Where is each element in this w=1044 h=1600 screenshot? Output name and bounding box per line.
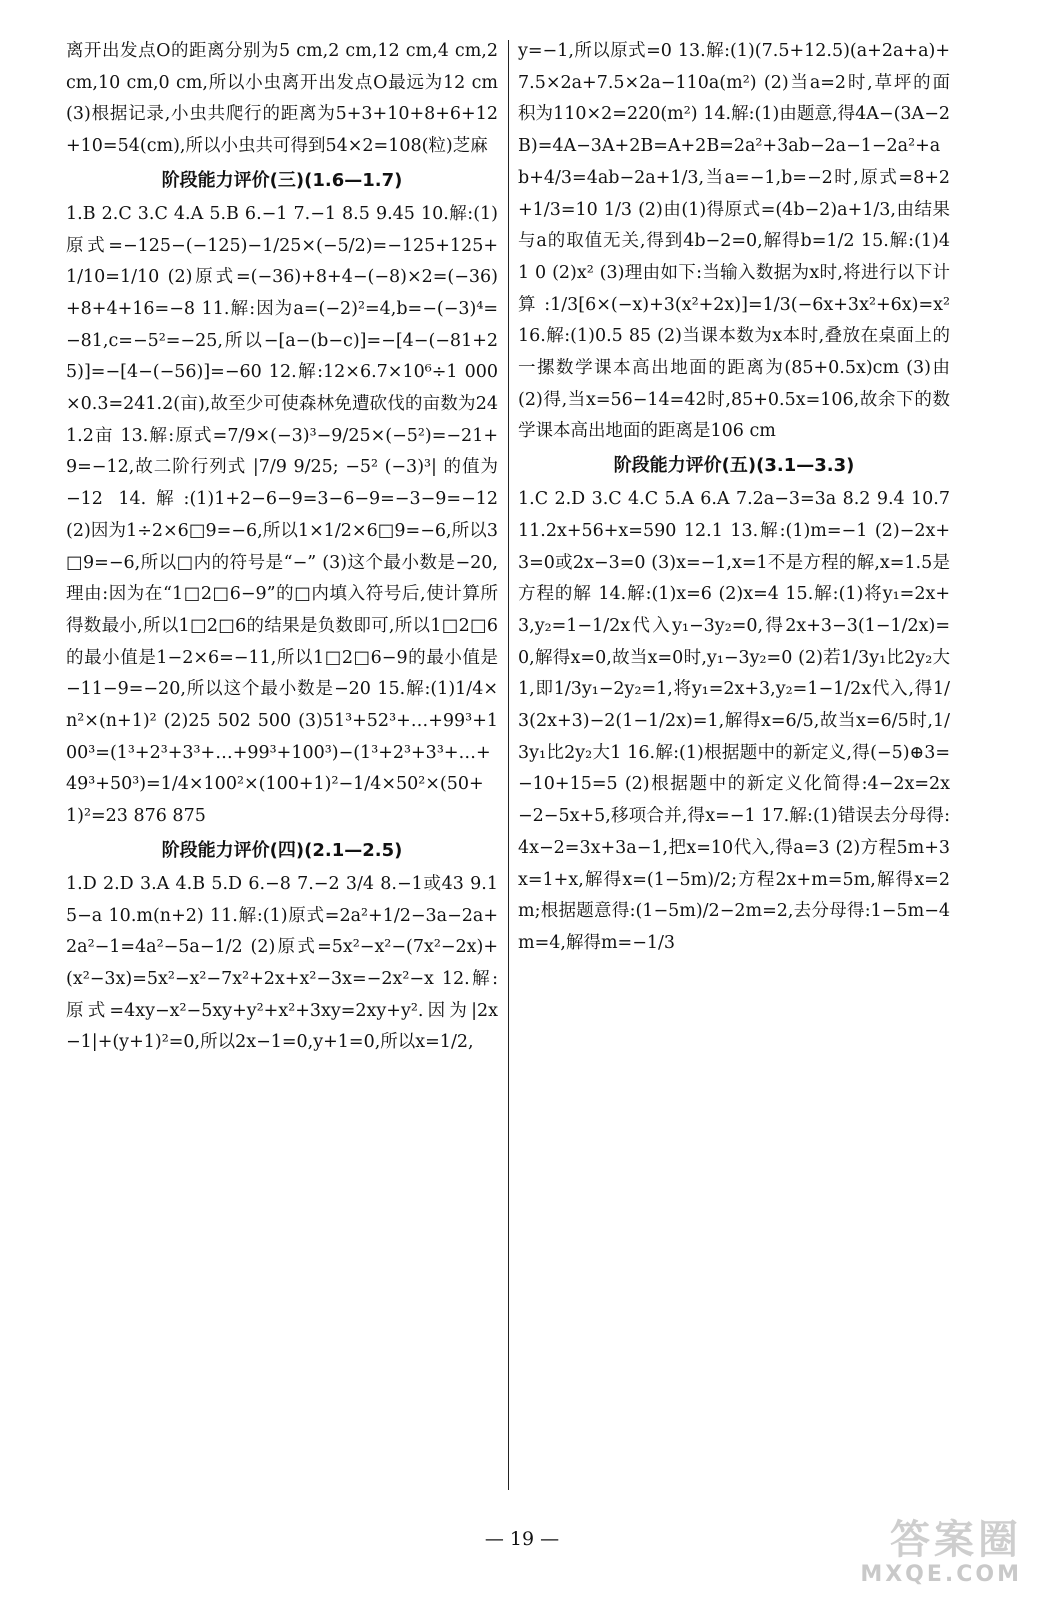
page-number: — 19 — <box>484 1528 560 1550</box>
right-paragraph-2: 1.C 2.D 3.C 4.C 5.A 6.A 7.2a−3=3a 8.2 9.4 10.7 11.2x+56+x=590 12.1 13.解:(1)m=−1 (2)−2x+3=0或2x−3=0 (3)x=−1,x=1不是方程的解,x=1.5是方程的解 14.解:(1)x=6 (2)x=4 15.解:(1)将y₁=2x+3,y₂=1−1/2x代入y₁−3y₂=0,得2x+3−3(1−1/2x)=0,解得x=0,故当x=0时,y₁−3y₂=0 (2)若1/3y₁比2y₂大1,即1/3y₁−2y₂=1,将y₁=2x+3,y₂=1−1/2x代入,得1/3(2x+3)−2(1−1/2x)=1,解得x=6/5,故当x=6/5时,1/3y₁比2y₂大1 16.解:(1)根据题中的新定义,得(−5)⊕3=−10+15=5 (2)根据题中的新定义化简得:4−2x=2x−2−5x+5,移项合并,得x=−1 17.解:(1)错误去分母得:4x−2=3x+3a−1,把x=10代入,得a=3 (2)方程5m+3x=1+x,解得x=(1−5m)/2;方程2x+m=5m,解得x=2m;根据题意得:(1−5m)/2−2m=2,去分母得:1−5m−4m=4,解得m=−1/3 <box>518 489 950 953</box>
section-heading-3: 阶段能力评价(三)(1.6—1.7) <box>161 169 403 191</box>
left-column <box>66 36 498 1059</box>
section-heading-4: 阶段能力评价(四)(2.1—2.5) <box>161 839 403 861</box>
watermark-logo <box>822 1518 1022 1590</box>
watermark-url: MXQE.COM <box>860 1562 1022 1587</box>
left-paragraph-2: 1.B 2.C 3.C 4.A 5.B 6.−1 7.−1 8.5 9.45 10.解:(1)原式=−125−(−125)−1/25×(−5/2)=−125+125+1/10=1/10 (2)原式=(−36)+8+4−(−8)×2=(−36)+8+4+16=−8 11.解:因为a=(−2)²=4,b=−(−3)⁴=−81,c=−5²=−25,所以−[a−(b−c)]=−[4−(−81+25)]=−[4−(−56)]=−60 12.解:12×6.7×10⁶÷1 000×0.3=241.2(亩),故至少可使森林免遭砍伐的亩数为241.2亩 13.解:原式=7/9×(−3)³−9/25×(−5²)=−21+9=−12,故二阶行列式 |7/9 9/25; −5² (−3)³| 的值为−12 14.解:(1)1+2−6−9=3−6−9=−3−9=−12 (2)因为1÷2×6□9=−6,所以1×1/2×6□9=−6,所以3□9=−6,所以□内的符号是“−” (3)这个最小数是−20,理由:因为在“1□2□6−9”的□内填入符号后,使计算所得数最小,所以1□2□6的结果是负数即可,所以1□2□6的最小值是1−2×6=−11,所以1□2□6−9的最小值是−11−9=−20,所以这个最小数是−20 15.解:(1)1/4×n²×(n+1)² (2)25 502 500 (3)51³+52³+…+99³+100³=(1³+2³+3³+…+99³+100³)−(1³+2³+3³+…+49³+50³)=1/4×100²×(100+1)²−1/4×50²×(50+1)²=23 876 875 <box>66 203 498 827</box>
right-column <box>518 36 950 960</box>
watermark-text: 答案圈 <box>890 1517 1022 1563</box>
section-heading-5: 阶段能力评价(五)(3.1—3.3) <box>613 455 855 477</box>
left-paragraph-1: 离开出发点O的距离分别为5 cm,2 cm,12 cm,4 cm,2 cm,10 cm,0 cm,所以小虫离开出发点O最远为12 cm (3)根据记录,小虫共爬行的距离为5+3+10+8+6+12+10=54(cm),所以小虫共可得到54×2=108(粒)芝麻 <box>66 41 498 157</box>
left-paragraph-3: 1.D 2.D 3.A 4.B 5.D 6.−8 7.−2 3/4 8.−1或43 9.15−a 10.m(n+2) 11.解:(1)原式=2a²+1/2−3a−2a+2a²−1=4a²−5a−1/2 (2)原式=5x²−x²−(7x²−2x)+(x²−3x)=5x²−x²−7x²+2x+x²−3x=−2x²−x 12.解:原式=4xy−x²−5xy+y²+x²+3xy=2xy+y².因为|2x−1|+(y+1)²=0,所以2x−1=0,y+1=0,所以x=1/2, <box>66 873 498 1053</box>
right-paragraph-1: y=−1,所以原式=0 13.解:(1)(7.5+12.5)(a+2a+a)+7.5×2a+7.5×2a−110a(m²) (2)当a=2时,草坪的面积为110×2=220(m²) 14.解:(1)由题意,得4A−(3A−2B)=4A−3A+2B=A+2B=2a²+3ab−2a−1−2a²+ab+4/3=4ab−2a+1/3,当a=−1,b=−2时,原式=8+2+1/3=10 1/3 (2)由(1)得原式=(4b−2)a+1/3,由结果与a的取值无关,得到4b−2=0,解得b=1/2 15.解:(1)4 1 0 (2)x² (3)理由如下:当输入数据为x时,将进行以下计算:1/3[6×(−x)+3(x²+2x)]=1/3(−6x+3x²+6x)=x² 16.解:(1)0.5 85 (2)当课本数为x本时,叠放在桌面上的一摞数学课本高出地面的距离为(85+0.5x)cm (3)由(2)得,当x=56−14=42时,85+0.5x=106,故余下的数学课本高出地面的距离是106 cm <box>518 41 950 442</box>
column-divider <box>508 40 509 1490</box>
